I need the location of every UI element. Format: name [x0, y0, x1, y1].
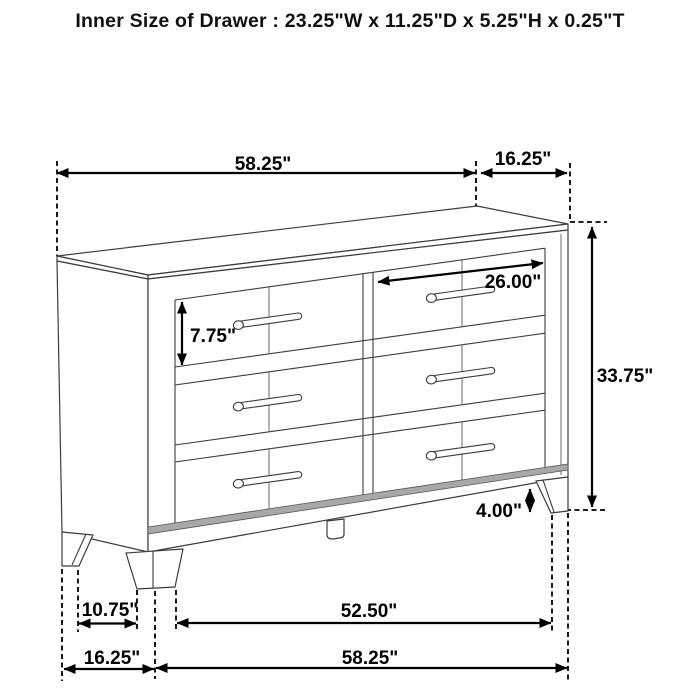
front-left-leg [126, 549, 183, 589]
back-left-leg [62, 532, 93, 566]
dresser-body [57, 206, 568, 589]
dim-label-leg-height: 4.00" [476, 501, 522, 522]
dim-label-overall-height: 33.75" [596, 366, 654, 387]
dim-label-floor-depth: 16.25" [83, 648, 141, 669]
page-title: Inner Size of Drawer : 23.25"W x 11.25"D x 5.25"H x 0.25"T [75, 10, 625, 32]
side-panel [57, 261, 148, 552]
dim-label-drawer-width: 26.00" [484, 272, 542, 293]
center-support-leg [327, 519, 344, 539]
dim-label-top-width: 58.25" [234, 154, 292, 175]
dim-label-front-leg-span: 52.50" [340, 601, 398, 622]
dim-label-floor-width: 58.25" [341, 648, 399, 669]
dim-label-leg-gap-depth: 10.75" [81, 600, 139, 621]
dim-label-top-depth: 16.25" [494, 149, 552, 170]
dim-label-drawer-height: 7.75" [190, 326, 236, 347]
